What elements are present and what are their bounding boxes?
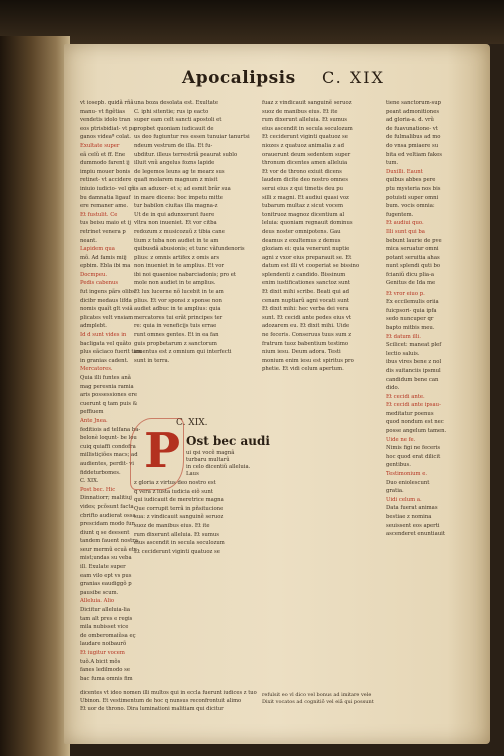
margin-gloss-line: Quia illi funtes anã xyxy=(80,375,131,381)
text-line: Ut de in qui adunxerunt fuere xyxy=(134,211,215,218)
left-margin-gloss xyxy=(80,100,142,682)
margin-gloss-line: seur mermũ ecuã etr xyxy=(80,546,137,553)
margin-gloss-line: tam alt pres e regis xyxy=(80,615,133,622)
margin-gloss-line: dido. xyxy=(386,385,400,392)
text-line: leluia: quoniam regnauit dominus xyxy=(262,220,353,227)
text-line: sunt in terra. xyxy=(134,357,170,364)
margin-gloss-line: ibus vires bene z nol xyxy=(386,359,442,366)
margin-gloss-line: sedo nuncuper qr xyxy=(386,316,434,323)
text-line: non inueniet in te amplius. Et vor xyxy=(134,263,224,270)
margin-gloss-line: tiene sanctorum-sup xyxy=(386,100,442,106)
margin-gloss-line: C. XIX. xyxy=(80,478,99,485)
bottom-gloss-line: Ubinon. Et vestimentum de hoc q nunsus reconfrontuit alimo xyxy=(80,698,242,704)
text-line: tonitruoz magnoz dicentium al xyxy=(262,211,345,218)
margin-gloss-line: tum. xyxy=(386,160,399,167)
bottom-gloss-line: Et uor de throno. Dira luminationi malitiam qui dicitur xyxy=(80,706,224,712)
margin-gloss-line: peffiuem xyxy=(80,409,104,416)
text-line: serui eius z qui timetis deu pu xyxy=(262,185,344,192)
margin-gloss-line: gentibus. xyxy=(386,462,411,469)
margin-gloss-line: mõ. Ad famis miij xyxy=(80,254,127,261)
margin-gloss-line: retinet- vt accidere xyxy=(80,177,132,184)
text-line: redozum z musicozuũ z tibia cane xyxy=(134,228,225,235)
margin-gloss-line: peant admonitiones xyxy=(386,108,440,115)
margin-gloss-line: plus eãciaco fuerit tam xyxy=(80,349,142,356)
margin-gloss-line: Et audiui quo. xyxy=(386,220,424,227)
margin-gloss-line: potuisti super omni xyxy=(386,194,439,201)
text-line: quafi molarem magnum z misit xyxy=(134,177,218,184)
margin-gloss-line: Duxilli. Eaunt xyxy=(386,168,423,175)
margin-gloss-line: quibus abbes pere xyxy=(386,177,436,184)
text-line: sunt. Et cecidi ante pedes eius vt xyxy=(262,314,351,321)
margin-gloss-line: admplebt. xyxy=(80,323,107,330)
text-line: Et dixit mihi: hec verba dei vera xyxy=(262,306,349,313)
text-line: plius. Et vor sponsi z sponse non xyxy=(134,297,222,304)
margin-gloss-line: Et fustulit. Ce xyxy=(80,211,118,218)
bottom-gloss-line: Dixit vocatos ad cognitiõ vel eiã qui possunt xyxy=(262,698,374,705)
text-line: deus noster omnipotens. Gau xyxy=(262,228,341,235)
margin-gloss-line: Nimis figi ne feceris xyxy=(386,445,441,452)
margin-gloss-line: mag peresnia ramia xyxy=(80,383,134,390)
margin-gloss-line: diunt q se deesent xyxy=(80,529,130,536)
margin-gloss-line: fiddeturbomes. xyxy=(80,469,121,476)
margin-gloss-line: bebunt laurie de pve xyxy=(386,237,442,244)
margin-gloss-line: Et iugitur vocem xyxy=(80,650,125,656)
text-line: fuaz z vindicauit sanguinẽ seruoz xyxy=(262,100,352,106)
book-spine xyxy=(0,36,70,756)
margin-gloss-line: Alleluia. Alio xyxy=(80,598,115,605)
text-line: ne feceris. Conseruus tuus sum z xyxy=(262,332,351,339)
margin-gloss-line: Dinnatiorr; malitiuj xyxy=(80,495,132,502)
margin-gloss-line: vt iosepb. quidã rñã xyxy=(80,100,134,106)
main-column-right xyxy=(262,100,380,690)
bottom-gloss xyxy=(80,690,440,714)
margin-gloss-line: fuicpsori- quia ipfa xyxy=(386,307,437,314)
margin-gloss-line: iniuio iudicio- vel qñ xyxy=(80,185,135,192)
margin-gloss-line: epbim. Ebla ibi ma xyxy=(80,263,131,270)
margin-gloss-line: cuerunt q tam puis & xyxy=(80,400,138,407)
text-line: ndeum vestrum de illa. Et fu- xyxy=(134,142,213,149)
margin-gloss-line: aris possessiones ere xyxy=(80,392,138,399)
margin-gloss-line: eos ptrisbidiat- vt pa xyxy=(80,125,136,132)
margin-gloss-line: millistiçiões macs; ad xyxy=(80,452,138,459)
margin-gloss-line: ad gloria-a. d. vrũ xyxy=(386,117,434,124)
text-line: guis propbetarum z sanctorum xyxy=(134,340,217,347)
text-line: ubditur. illeus terrestriã peaurat sublo xyxy=(134,151,238,158)
margin-gloss-line: retrinet venera p xyxy=(80,228,126,235)
margin-gloss-line: Uidi celum a. xyxy=(386,496,422,503)
margin-gloss-line: do vnsa pmiaere su xyxy=(386,142,439,149)
margin-gloss-line: bacligata vel quãto xyxy=(80,340,132,347)
text-line: una boza desolata est. Exultate xyxy=(134,100,218,106)
text-line: mercatores tui erãt principes ter xyxy=(134,314,223,321)
margin-gloss-line: seuissent eos aperti xyxy=(386,522,440,529)
text-line: ibi noi quaenioe nabarciadonis; pro et xyxy=(134,271,237,278)
text-line: sua: z vindicauit sanguinẽ seruoz xyxy=(134,514,224,521)
text-line: de legemos leuns ag te mearz sus xyxy=(134,168,225,175)
margin-gloss-line: meditatur poenus xyxy=(386,410,434,417)
text-line: Et vor de throno exiuit dicens xyxy=(262,168,342,175)
text-line: Et dixit mihi scribe. Beati qui ad xyxy=(262,289,349,296)
bottom-gloss-line: refulsit eo vl dico vel bonus ad imitare vele xyxy=(262,692,372,698)
margin-gloss-line: Pedis cabenus xyxy=(80,280,119,287)
text-line: nium iesu. Deum adora. Testi xyxy=(262,349,341,356)
margin-gloss-line: mist;undas su veba xyxy=(80,555,132,562)
margin-gloss-line: dummodo farent ij xyxy=(80,160,130,167)
text-line: agni z vxor eius preparauit se. Et xyxy=(262,254,352,261)
margin-gloss-line: gratia. xyxy=(386,488,404,495)
chapter-opening-heading: Ost bec audi xyxy=(186,434,270,448)
text-line: datum est illi vt cooperiat se bissino xyxy=(262,263,360,270)
margin-gloss-line: bum. vocis omnia: xyxy=(386,203,435,210)
margin-gloss-line: ere remaner ame. xyxy=(80,203,129,210)
margin-gloss-line: Uide ne fe. xyxy=(386,436,416,443)
margin-gloss-line: Et vror eiuo p. xyxy=(386,290,425,297)
margin-gloss-line: Et cecidi ante ipsau- xyxy=(386,402,441,409)
margin-gloss-line: candidum bene can xyxy=(386,376,439,383)
margin-gloss-line: laudare noibaurõ xyxy=(80,641,127,648)
margin-gloss-line: plicates velt vnsiam xyxy=(80,314,134,321)
bottom-gloss-line: dicentes vt ideo nomen illi multos qui in eccla fuerunt iudices z tuo xyxy=(80,690,257,696)
margin-gloss-line: posse angelum tamen. xyxy=(386,428,447,435)
text-line: tur babilon ciuitas illa magna-z xyxy=(134,203,218,210)
margin-gloss-line: Post bec. Hic xyxy=(80,486,116,493)
margin-gloss-line: bu damnatia ligauf xyxy=(80,194,131,201)
text-line: tubarum multaz z sicut vocem xyxy=(262,203,344,210)
text-line: z gloria z virtus deo nostro est xyxy=(134,480,216,486)
margin-gloss-line: prescidam modo fun xyxy=(80,521,135,528)
text-line: thronum dicentes amen alleluia xyxy=(262,160,348,167)
text-line: rum dixerunt alleluia. Et sumus xyxy=(134,531,219,538)
margin-gloss-line: pausibe scum. xyxy=(80,589,119,596)
right-margin-gloss xyxy=(386,100,447,680)
margin-gloss-line: fcianiũ dicu plia-a xyxy=(386,271,435,278)
margin-gloss-line: bac fuma omnis fim xyxy=(80,675,133,682)
margin-gloss-line: bapto mitbis meu. xyxy=(386,324,435,331)
main-column-left-bottom xyxy=(134,480,252,690)
margin-gloss-line: Diciitur alleluia-lia xyxy=(80,607,131,614)
text-line: deamus z exultemus z demus xyxy=(262,237,341,244)
text-line: mole non audiet in te amplius. xyxy=(134,280,216,287)
margin-gloss-line: Data fuerat animas xyxy=(386,505,438,512)
text-line: Et ceciderunt viginti quatuoz se xyxy=(262,134,348,141)
margin-gloss-line: in granias cadent. xyxy=(80,357,129,364)
opening-line: in celo dicentiũ alleluia. Laus xyxy=(186,464,251,477)
margin-gloss-line: manu- vt figẽtias xyxy=(80,108,126,115)
margin-gloss-line: cbrifto audierat ossa xyxy=(80,512,136,519)
text-line: quibusdã abusionis; et tunc vãfundenoris xyxy=(134,246,245,253)
margin-gloss-line: belonè loqunt- be lou xyxy=(80,435,137,442)
margin-gloss-line: Ex eccilemulis oriia xyxy=(386,299,439,306)
chapter-marker: C. XIX. xyxy=(176,418,208,428)
book-top-edge xyxy=(0,0,504,44)
bottom-right-gloss xyxy=(262,692,382,705)
margin-gloss-line: cuiq quiaffi condofra xyxy=(80,443,136,450)
text-line: Et ceciderunt viginti quatuoz se xyxy=(134,548,220,555)
margin-gloss-line: ptu mysteria nos bis xyxy=(386,185,441,192)
margin-gloss-line: mila nubisset vice xyxy=(80,624,129,631)
margin-gloss-line: potant seruitia ahas xyxy=(386,254,440,261)
text-line: audiet adbuc in te amplius: quia xyxy=(134,306,221,313)
text-line: Et lux lucerne nõ lucebit in te am xyxy=(134,289,224,296)
margin-gloss-line: Lapidem qua xyxy=(80,246,115,253)
text-line: laudem dicite deo nostro omnes xyxy=(262,177,348,184)
margin-gloss-line: ganos videaª colat. xyxy=(80,134,131,141)
margin-gloss-line: vides; pcõsunt facta xyxy=(80,503,134,510)
margin-gloss-line: Exultate super xyxy=(80,142,120,149)
margin-gloss-line: fugentem. xyxy=(386,211,414,218)
margin-gloss-line: Id d sunt vides in xyxy=(80,332,127,339)
text-line: silli z magni. Et audiui quasi voz xyxy=(262,194,349,201)
margin-gloss-line: Docmpeu. xyxy=(80,271,108,278)
text-line: splendenti z candido. Bissinum xyxy=(262,271,346,278)
text-line: monium enim iesu est spiritus pro xyxy=(262,357,354,364)
margin-gloss-line: tuõ.A bicit mõs xyxy=(80,658,121,665)
margin-gloss-line: Scilicet: maneat plef xyxy=(386,342,442,349)
chapter-opening-lines xyxy=(186,450,256,478)
margin-gloss-line: Ante Jnea. xyxy=(80,417,108,424)
text-line: inuentus est z omnium qui interfecti xyxy=(134,349,232,356)
text-line: fratrum tuoz babentium testimo xyxy=(262,340,349,347)
margin-gloss-line: lectio saluis. xyxy=(386,350,420,357)
text-line: re: quia in veneficijs tuis errae xyxy=(134,323,217,330)
text-line: Que corrupit terrã in pñsitucione xyxy=(134,505,224,512)
margin-gloss-line: dis suitanciis ipsmul xyxy=(386,367,441,374)
margin-gloss-line: bestiae z nomina xyxy=(386,514,432,520)
text-line: eius ascendit in secula seculozum xyxy=(134,540,225,547)
text-line: runt omnes gentes. Et in ea fan xyxy=(134,332,219,339)
margin-gloss-line: Illi sunt qui ba xyxy=(386,228,425,235)
margin-gloss-line: eã celũ et ff. Ene xyxy=(80,151,126,158)
margin-gloss-line: Et cecidi ante. xyxy=(386,393,425,400)
margin-gloss-line: Et datum illi. xyxy=(386,333,421,340)
text-line: eius ascendit in secula seculozum xyxy=(262,125,353,132)
margin-gloss-line: hoc quod erat dilicit xyxy=(386,453,441,460)
text-line: C. iphi sitentie; rus ip eacto xyxy=(134,108,209,115)
margin-gloss-line: tandem fauent nostra xyxy=(80,538,138,545)
margin-gloss-line: impiu mouer bonis xyxy=(80,168,131,175)
margin-gloss-line: nunt splendi quti bo xyxy=(386,263,441,270)
margin-gloss-line: vendetis idolo tran xyxy=(80,117,131,124)
opening-line: ui qsi vocẽ magnã turbaru multarũ xyxy=(186,450,235,463)
text-line: suoz de manibus eius. Et ite xyxy=(134,522,210,529)
text-line: is an aduxer- et s; ad esmit brãr sua xyxy=(134,185,231,192)
drop-cap-initial: P xyxy=(144,423,181,479)
text-line: in mare dicens: boc impetu mitte xyxy=(134,194,223,201)
text-line: q vera z iusta iudicia eiõ sunt xyxy=(134,488,213,495)
margin-gloss-line: feditiois ad telfana ba- xyxy=(80,426,141,433)
margin-gloss-line: de fuavunatione- vt xyxy=(386,125,438,132)
margin-gloss-line: Testimonium e. xyxy=(386,471,428,478)
text-line: orauerunt deum sedentem super xyxy=(262,151,351,158)
margin-gloss-line: dicibr medaus lifda xyxy=(80,297,132,304)
margin-gloss-line: de fulmalibus ad mo xyxy=(386,134,441,141)
margin-gloss-line: fut ingens pãrs olibs xyxy=(80,289,135,296)
text-line: super eam celt sancti apostoli et xyxy=(134,117,222,124)
margin-gloss-line: fanes ledilmodo se xyxy=(80,667,131,674)
text-line: propbet quoniam iudicauit de xyxy=(134,125,214,132)
margin-gloss-line: Mercatores. xyxy=(80,366,113,373)
text-line: phetie. Et vidi celum apertum. xyxy=(262,366,344,373)
margin-gloss-line: bita ed veltiam fakes xyxy=(386,151,442,158)
main-column-left-top xyxy=(134,100,252,400)
text-line: tium z tuba non audiet in te am xyxy=(134,237,219,244)
text-line: rum dixerunt alleluia. Et sumus xyxy=(262,117,347,124)
margin-gloss-line: neant. xyxy=(80,237,97,244)
margin-gloss-line: tus beisu maio et ij xyxy=(80,220,132,227)
page-title: Apocalipsis xyxy=(182,68,296,88)
margin-gloss-line: Duo eniolescunt xyxy=(386,479,430,486)
text-line: niozes z quatuoz animalia z ad xyxy=(262,142,344,149)
margin-gloss-line: eam vilo ept vs pus xyxy=(80,572,132,579)
margin-gloss-line: nomis quaĩt glt vsiã xyxy=(80,306,133,313)
text-line: suoz de manibus eius. Et ite xyxy=(262,108,338,115)
text-line: qui iudicauit de meretrice magna xyxy=(134,497,224,504)
text-line: illuit vnũ angelus fozns lapide xyxy=(134,160,215,167)
margin-gloss-line: quod nondum est nec xyxy=(386,419,444,426)
text-line: gloziam ei: quia venerunt nuptie xyxy=(262,246,350,253)
text-line: us deo fugiuntur res essen tunuiar tanurtsi xyxy=(134,134,250,141)
text-line: vltra non inueniet. Et vor citba xyxy=(134,220,217,227)
margin-gloss-line: Genitus de Ida me xyxy=(386,280,436,287)
margin-gloss-line: ascenderet enuntiauit xyxy=(386,531,445,538)
text-line: cenam nuptiarũ agni vocati sunt xyxy=(262,297,350,304)
margin-gloss-line: mica seruatur omni xyxy=(386,246,439,253)
text-line: plius: z omnis artifex z omis ars xyxy=(134,254,220,261)
margin-gloss-line: audientes, perdit- vi xyxy=(80,460,134,467)
folio-number: C. XIX xyxy=(322,68,385,87)
margin-gloss-line: de omberomaiũsa eç xyxy=(80,632,136,639)
text-line: enim iustificationes sanctoz sunt xyxy=(262,280,350,287)
margin-gloss-line: granias eaudiggõ p xyxy=(80,581,132,588)
text-line: adozarem eu. Et dixit mihi. Uide xyxy=(262,323,350,330)
margin-gloss-line: ill. Exulate super xyxy=(80,564,126,571)
